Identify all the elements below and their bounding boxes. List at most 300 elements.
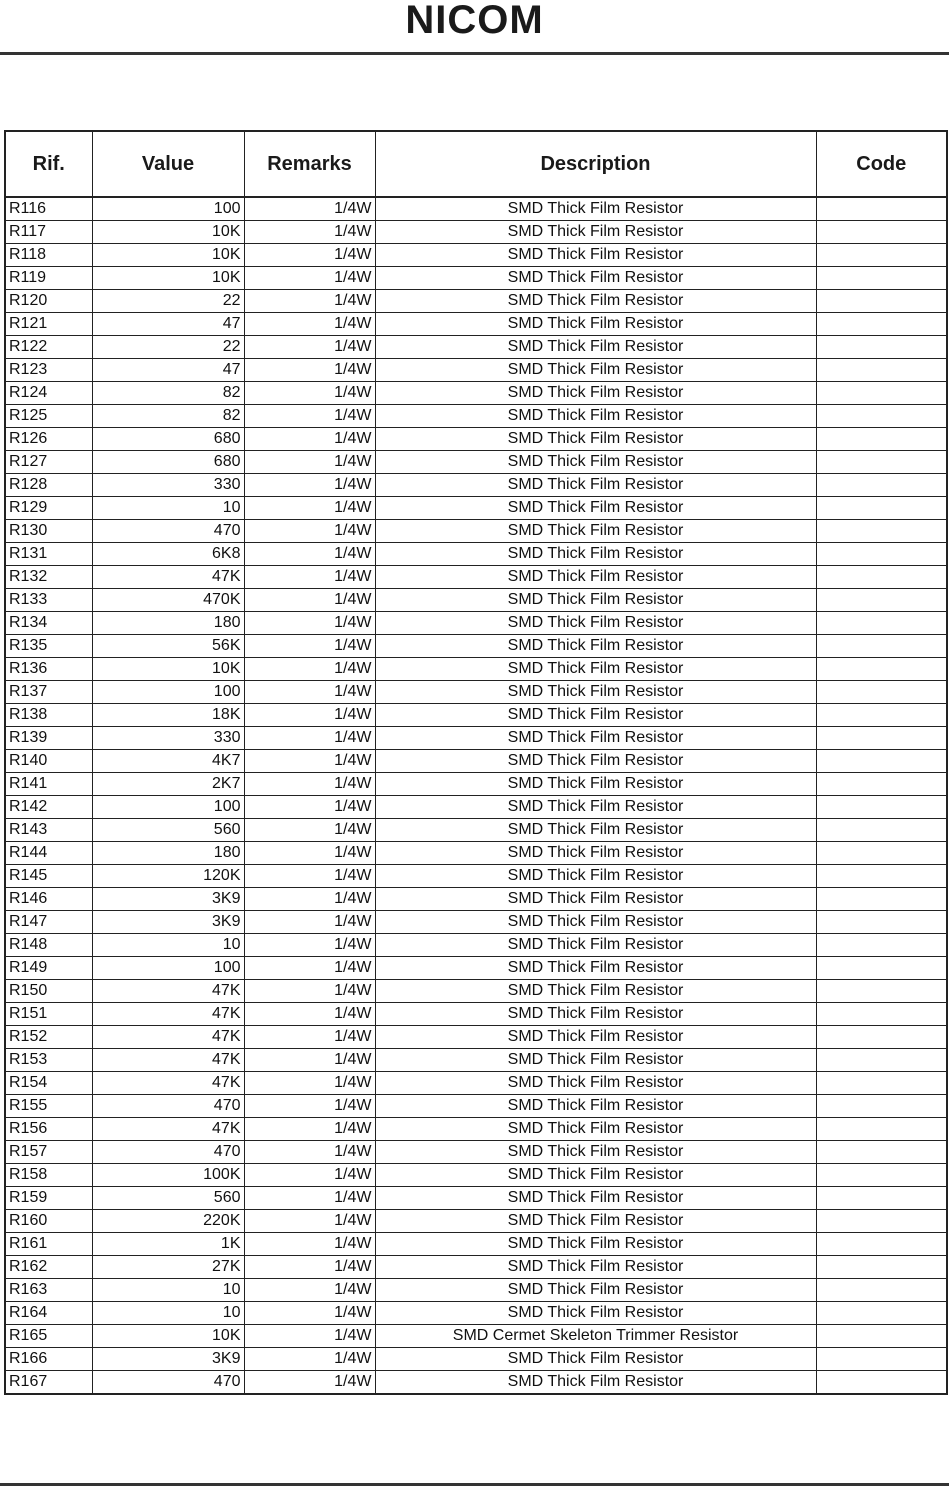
cell-code bbox=[816, 405, 947, 428]
cell-code bbox=[816, 934, 947, 957]
cell-remarks: 1/4W bbox=[244, 1164, 375, 1187]
brand-logo: NICOM bbox=[405, 0, 544, 42]
table-row bbox=[5, 1210, 947, 1233]
table-row bbox=[5, 313, 947, 336]
cell-value: 470 bbox=[92, 1371, 244, 1395]
table-row bbox=[5, 1164, 947, 1187]
cell-remarks: 1/4W bbox=[244, 1325, 375, 1348]
cell-value: 2K7 bbox=[92, 773, 244, 796]
cell-code bbox=[816, 290, 947, 313]
cell-code bbox=[816, 681, 947, 704]
cell-value: 10K bbox=[92, 244, 244, 267]
cell-remarks: 1/4W bbox=[244, 1187, 375, 1210]
cell-description: SMD Thick Film Resistor bbox=[375, 405, 816, 428]
cell-rif: R129 bbox=[5, 497, 92, 520]
cell-description: SMD Thick Film Resistor bbox=[375, 197, 816, 221]
cell-description: SMD Thick Film Resistor bbox=[375, 1187, 816, 1210]
cell-code bbox=[816, 313, 947, 336]
cell-value: 47K bbox=[92, 980, 244, 1003]
cell-remarks: 1/4W bbox=[244, 1210, 375, 1233]
cell-code bbox=[816, 727, 947, 750]
cell-value: 10K bbox=[92, 267, 244, 290]
cell-value: 100 bbox=[92, 796, 244, 819]
table-body bbox=[5, 197, 947, 1394]
cell-description: SMD Thick Film Resistor bbox=[375, 520, 816, 543]
table-row bbox=[5, 451, 947, 474]
cell-remarks: 1/4W bbox=[244, 566, 375, 589]
table-row bbox=[5, 267, 947, 290]
cell-remarks: 1/4W bbox=[244, 1302, 375, 1325]
cell-code bbox=[816, 244, 947, 267]
cell-description: SMD Thick Film Resistor bbox=[375, 1049, 816, 1072]
cell-value: 470K bbox=[92, 589, 244, 612]
cell-rif: R142 bbox=[5, 796, 92, 819]
cell-value: 47K bbox=[92, 566, 244, 589]
table-row bbox=[5, 888, 947, 911]
cell-value: 680 bbox=[92, 428, 244, 451]
cell-remarks: 1/4W bbox=[244, 428, 375, 451]
cell-value: 100 bbox=[92, 681, 244, 704]
cell-code bbox=[816, 1256, 947, 1279]
table-row bbox=[5, 244, 947, 267]
cell-rif: R156 bbox=[5, 1118, 92, 1141]
cell-remarks: 1/4W bbox=[244, 382, 375, 405]
cell-description: SMD Thick Film Resistor bbox=[375, 244, 816, 267]
cell-code bbox=[816, 566, 947, 589]
cell-remarks: 1/4W bbox=[244, 267, 375, 290]
cell-description: SMD Thick Film Resistor bbox=[375, 1233, 816, 1256]
cell-rif: R146 bbox=[5, 888, 92, 911]
cell-remarks: 1/4W bbox=[244, 497, 375, 520]
cell-value: 180 bbox=[92, 612, 244, 635]
cell-value: 220K bbox=[92, 1210, 244, 1233]
cell-value: 10K bbox=[92, 1325, 244, 1348]
table-row bbox=[5, 1049, 947, 1072]
table-row bbox=[5, 1371, 947, 1395]
cell-description: SMD Thick Film Resistor bbox=[375, 704, 816, 727]
table-row bbox=[5, 911, 947, 934]
cell-rif: R138 bbox=[5, 704, 92, 727]
table-row bbox=[5, 428, 947, 451]
cell-code bbox=[816, 773, 947, 796]
cell-description: SMD Thick Film Resistor bbox=[375, 497, 816, 520]
cell-code bbox=[816, 819, 947, 842]
cell-remarks: 1/4W bbox=[244, 1233, 375, 1256]
cell-rif: R149 bbox=[5, 957, 92, 980]
cell-rif: R131 bbox=[5, 543, 92, 566]
cell-value: 560 bbox=[92, 819, 244, 842]
cell-description: SMD Thick Film Resistor bbox=[375, 888, 816, 911]
cell-value: 100 bbox=[92, 197, 244, 221]
cell-description: SMD Thick Film Resistor bbox=[375, 1256, 816, 1279]
cell-remarks: 1/4W bbox=[244, 842, 375, 865]
cell-value: 47K bbox=[92, 1118, 244, 1141]
cell-remarks: 1/4W bbox=[244, 704, 375, 727]
cell-rif: R132 bbox=[5, 566, 92, 589]
cell-value: 3K9 bbox=[92, 911, 244, 934]
cell-value: 10 bbox=[92, 934, 244, 957]
cell-value: 27K bbox=[92, 1256, 244, 1279]
cell-value: 100K bbox=[92, 1164, 244, 1187]
cell-value: 18K bbox=[92, 704, 244, 727]
cell-rif: R150 bbox=[5, 980, 92, 1003]
cell-description: SMD Thick Film Resistor bbox=[375, 1302, 816, 1325]
column-header-description: Description bbox=[375, 131, 816, 197]
cell-description: SMD Thick Film Resistor bbox=[375, 681, 816, 704]
table-row bbox=[5, 612, 947, 635]
table-row bbox=[5, 842, 947, 865]
table-row bbox=[5, 382, 947, 405]
cell-rif: R159 bbox=[5, 1187, 92, 1210]
cell-remarks: 1/4W bbox=[244, 1348, 375, 1371]
cell-value: 47K bbox=[92, 1003, 244, 1026]
table-row bbox=[5, 796, 947, 819]
cell-rif: R165 bbox=[5, 1325, 92, 1348]
cell-remarks: 1/4W bbox=[244, 819, 375, 842]
table-row bbox=[5, 197, 947, 221]
cell-value: 47K bbox=[92, 1072, 244, 1095]
cell-rif: R133 bbox=[5, 589, 92, 612]
cell-value: 560 bbox=[92, 1187, 244, 1210]
cell-remarks: 1/4W bbox=[244, 1049, 375, 1072]
cell-description: SMD Thick Film Resistor bbox=[375, 727, 816, 750]
cell-rif: R119 bbox=[5, 267, 92, 290]
cell-rif: R130 bbox=[5, 520, 92, 543]
cell-description: SMD Thick Film Resistor bbox=[375, 1072, 816, 1095]
table-header-row bbox=[5, 131, 947, 197]
cell-description: SMD Thick Film Resistor bbox=[375, 336, 816, 359]
cell-remarks: 1/4W bbox=[244, 221, 375, 244]
cell-value: 47 bbox=[92, 313, 244, 336]
column-header-remarks: Remarks bbox=[244, 131, 375, 197]
cell-description: SMD Thick Film Resistor bbox=[375, 428, 816, 451]
header-divider bbox=[0, 52, 949, 55]
cell-rif: R153 bbox=[5, 1049, 92, 1072]
table-row bbox=[5, 566, 947, 589]
cell-value: 47 bbox=[92, 359, 244, 382]
cell-rif: R125 bbox=[5, 405, 92, 428]
cell-value: 1K bbox=[92, 1233, 244, 1256]
cell-rif: R126 bbox=[5, 428, 92, 451]
cell-remarks: 1/4W bbox=[244, 1279, 375, 1302]
table-row bbox=[5, 934, 947, 957]
cell-description: SMD Thick Film Resistor bbox=[375, 750, 816, 773]
cell-code bbox=[816, 221, 947, 244]
cell-remarks: 1/4W bbox=[244, 451, 375, 474]
cell-code bbox=[816, 1118, 947, 1141]
table-row bbox=[5, 474, 947, 497]
table-row bbox=[5, 359, 947, 382]
cell-value: 82 bbox=[92, 382, 244, 405]
table-row bbox=[5, 1325, 947, 1348]
cell-description: SMD Thick Film Resistor bbox=[375, 313, 816, 336]
cell-rif: R124 bbox=[5, 382, 92, 405]
table-row bbox=[5, 221, 947, 244]
table-row bbox=[5, 819, 947, 842]
cell-code bbox=[816, 796, 947, 819]
cell-rif: R121 bbox=[5, 313, 92, 336]
cell-code bbox=[816, 888, 947, 911]
cell-remarks: 1/4W bbox=[244, 1371, 375, 1395]
cell-description: SMD Thick Film Resistor bbox=[375, 934, 816, 957]
cell-description: SMD Thick Film Resistor bbox=[375, 1348, 816, 1371]
cell-description: SMD Thick Film Resistor bbox=[375, 773, 816, 796]
cell-remarks: 1/4W bbox=[244, 681, 375, 704]
cell-code bbox=[816, 474, 947, 497]
cell-rif: R128 bbox=[5, 474, 92, 497]
cell-code bbox=[816, 911, 947, 934]
cell-code bbox=[816, 658, 947, 681]
cell-rif: R158 bbox=[5, 1164, 92, 1187]
table-row bbox=[5, 773, 947, 796]
cell-remarks: 1/4W bbox=[244, 658, 375, 681]
cell-remarks: 1/4W bbox=[244, 1118, 375, 1141]
cell-code bbox=[816, 1187, 947, 1210]
column-header-rif: Rif. bbox=[5, 131, 92, 197]
cell-description: SMD Thick Film Resistor bbox=[375, 1118, 816, 1141]
cell-remarks: 1/4W bbox=[244, 290, 375, 313]
table-row bbox=[5, 543, 947, 566]
cell-rif: R139 bbox=[5, 727, 92, 750]
table-row bbox=[5, 1279, 947, 1302]
cell-description: SMD Thick Film Resistor bbox=[375, 566, 816, 589]
cell-rif: R154 bbox=[5, 1072, 92, 1095]
table-row bbox=[5, 1118, 947, 1141]
cell-code bbox=[816, 589, 947, 612]
cell-code bbox=[816, 842, 947, 865]
cell-description: SMD Thick Film Resistor bbox=[375, 635, 816, 658]
cell-code bbox=[816, 1026, 947, 1049]
table-row bbox=[5, 1302, 947, 1325]
cell-value: 6K8 bbox=[92, 543, 244, 566]
cell-code bbox=[816, 520, 947, 543]
cell-remarks: 1/4W bbox=[244, 934, 375, 957]
cell-remarks: 1/4W bbox=[244, 1141, 375, 1164]
footer-divider bbox=[0, 1483, 949, 1486]
cell-value: 4K7 bbox=[92, 750, 244, 773]
cell-rif: R122 bbox=[5, 336, 92, 359]
cell-rif: R127 bbox=[5, 451, 92, 474]
cell-remarks: 1/4W bbox=[244, 957, 375, 980]
cell-value: 3K9 bbox=[92, 888, 244, 911]
table-row bbox=[5, 1141, 947, 1164]
cell-remarks: 1/4W bbox=[244, 313, 375, 336]
cell-value: 3K9 bbox=[92, 1348, 244, 1371]
cell-rif: R164 bbox=[5, 1302, 92, 1325]
cell-description: SMD Thick Film Resistor bbox=[375, 819, 816, 842]
cell-remarks: 1/4W bbox=[244, 589, 375, 612]
table-row bbox=[5, 704, 947, 727]
cell-remarks: 1/4W bbox=[244, 474, 375, 497]
cell-description: SMD Thick Film Resistor bbox=[375, 290, 816, 313]
cell-description: SMD Thick Film Resistor bbox=[375, 359, 816, 382]
cell-description: SMD Thick Film Resistor bbox=[375, 267, 816, 290]
cell-code bbox=[816, 359, 947, 382]
cell-code bbox=[816, 497, 947, 520]
cell-rif: R167 bbox=[5, 1371, 92, 1395]
cell-remarks: 1/4W bbox=[244, 197, 375, 221]
cell-remarks: 1/4W bbox=[244, 911, 375, 934]
cell-code bbox=[816, 428, 947, 451]
cell-remarks: 1/4W bbox=[244, 359, 375, 382]
cell-remarks: 1/4W bbox=[244, 612, 375, 635]
cell-value: 470 bbox=[92, 520, 244, 543]
cell-code bbox=[816, 865, 947, 888]
cell-code bbox=[816, 612, 947, 635]
cell-rif: R151 bbox=[5, 1003, 92, 1026]
cell-rif: R144 bbox=[5, 842, 92, 865]
cell-remarks: 1/4W bbox=[244, 865, 375, 888]
cell-remarks: 1/4W bbox=[244, 888, 375, 911]
cell-rif: R137 bbox=[5, 681, 92, 704]
cell-description: SMD Thick Film Resistor bbox=[375, 865, 816, 888]
cell-code bbox=[816, 1003, 947, 1026]
cell-code bbox=[816, 1072, 947, 1095]
cell-description: SMD Thick Film Resistor bbox=[375, 842, 816, 865]
cell-remarks: 1/4W bbox=[244, 1095, 375, 1118]
cell-description: SMD Cermet Skeleton Trimmer Resistor bbox=[375, 1325, 816, 1348]
cell-remarks: 1/4W bbox=[244, 773, 375, 796]
table-row bbox=[5, 681, 947, 704]
cell-code bbox=[816, 1095, 947, 1118]
cell-code bbox=[816, 1233, 947, 1256]
cell-remarks: 1/4W bbox=[244, 727, 375, 750]
cell-description: SMD Thick Film Resistor bbox=[375, 957, 816, 980]
cell-code bbox=[816, 267, 947, 290]
cell-rif: R140 bbox=[5, 750, 92, 773]
cell-description: SMD Thick Film Resistor bbox=[375, 543, 816, 566]
table-row bbox=[5, 336, 947, 359]
cell-description: SMD Thick Film Resistor bbox=[375, 1026, 816, 1049]
table-row bbox=[5, 1233, 947, 1256]
cell-rif: R120 bbox=[5, 290, 92, 313]
cell-description: SMD Thick Film Resistor bbox=[375, 221, 816, 244]
cell-value: 330 bbox=[92, 474, 244, 497]
cell-description: SMD Thick Film Resistor bbox=[375, 1164, 816, 1187]
cell-remarks: 1/4W bbox=[244, 750, 375, 773]
table-row bbox=[5, 520, 947, 543]
cell-remarks: 1/4W bbox=[244, 336, 375, 359]
cell-remarks: 1/4W bbox=[244, 543, 375, 566]
table-row bbox=[5, 658, 947, 681]
cell-rif: R141 bbox=[5, 773, 92, 796]
cell-description: SMD Thick Film Resistor bbox=[375, 911, 816, 934]
cell-code bbox=[816, 543, 947, 566]
cell-description: SMD Thick Film Resistor bbox=[375, 1141, 816, 1164]
table-row bbox=[5, 405, 947, 428]
cell-value: 56K bbox=[92, 635, 244, 658]
cell-code bbox=[816, 197, 947, 221]
cell-code bbox=[816, 382, 947, 405]
cell-rif: R143 bbox=[5, 819, 92, 842]
cell-code bbox=[816, 1141, 947, 1164]
cell-rif: R148 bbox=[5, 934, 92, 957]
cell-code bbox=[816, 750, 947, 773]
cell-remarks: 1/4W bbox=[244, 635, 375, 658]
table-row bbox=[5, 727, 947, 750]
column-header-value: Value bbox=[92, 131, 244, 197]
table-row bbox=[5, 290, 947, 313]
cell-value: 10 bbox=[92, 1302, 244, 1325]
cell-remarks: 1/4W bbox=[244, 520, 375, 543]
cell-code bbox=[816, 1348, 947, 1371]
cell-rif: R117 bbox=[5, 221, 92, 244]
cell-value: 680 bbox=[92, 451, 244, 474]
cell-value: 47K bbox=[92, 1026, 244, 1049]
table-row bbox=[5, 980, 947, 1003]
table-row bbox=[5, 1003, 947, 1026]
table-row bbox=[5, 957, 947, 980]
cell-rif: R160 bbox=[5, 1210, 92, 1233]
cell-value: 10K bbox=[92, 221, 244, 244]
table-row bbox=[5, 750, 947, 773]
cell-value: 10 bbox=[92, 497, 244, 520]
cell-rif: R163 bbox=[5, 1279, 92, 1302]
cell-description: SMD Thick Film Resistor bbox=[375, 474, 816, 497]
table-row bbox=[5, 1095, 947, 1118]
cell-value: 47K bbox=[92, 1049, 244, 1072]
cell-rif: R161 bbox=[5, 1233, 92, 1256]
cell-code bbox=[816, 980, 947, 1003]
cell-value: 470 bbox=[92, 1095, 244, 1118]
table-row bbox=[5, 635, 947, 658]
cell-value: 180 bbox=[92, 842, 244, 865]
cell-remarks: 1/4W bbox=[244, 1256, 375, 1279]
cell-remarks: 1/4W bbox=[244, 244, 375, 267]
cell-code bbox=[816, 1279, 947, 1302]
cell-value: 22 bbox=[92, 290, 244, 313]
table-row bbox=[5, 865, 947, 888]
cell-value: 22 bbox=[92, 336, 244, 359]
cell-value: 470 bbox=[92, 1141, 244, 1164]
cell-rif: R145 bbox=[5, 865, 92, 888]
cell-description: SMD Thick Film Resistor bbox=[375, 612, 816, 635]
cell-value: 100 bbox=[92, 957, 244, 980]
cell-description: SMD Thick Film Resistor bbox=[375, 589, 816, 612]
cell-remarks: 1/4W bbox=[244, 405, 375, 428]
cell-code bbox=[816, 1325, 947, 1348]
cell-code bbox=[816, 1302, 947, 1325]
cell-remarks: 1/4W bbox=[244, 796, 375, 819]
cell-rif: R166 bbox=[5, 1348, 92, 1371]
cell-remarks: 1/4W bbox=[244, 980, 375, 1003]
table-row bbox=[5, 1026, 947, 1049]
cell-description: SMD Thick Film Resistor bbox=[375, 382, 816, 405]
cell-code bbox=[816, 704, 947, 727]
cell-description: SMD Thick Film Resistor bbox=[375, 1371, 816, 1395]
cell-value: 10K bbox=[92, 658, 244, 681]
cell-rif: R136 bbox=[5, 658, 92, 681]
cell-code bbox=[816, 1371, 947, 1395]
cell-description: SMD Thick Film Resistor bbox=[375, 1210, 816, 1233]
cell-rif: R116 bbox=[5, 197, 92, 221]
table-row bbox=[5, 1348, 947, 1371]
cell-value: 10 bbox=[92, 1279, 244, 1302]
table-row bbox=[5, 1072, 947, 1095]
cell-value: 120K bbox=[92, 865, 244, 888]
cell-rif: R118 bbox=[5, 244, 92, 267]
cell-code bbox=[816, 635, 947, 658]
cell-description: SMD Thick Film Resistor bbox=[375, 1279, 816, 1302]
parts-table bbox=[4, 130, 948, 1395]
cell-value: 82 bbox=[92, 405, 244, 428]
cell-remarks: 1/4W bbox=[244, 1026, 375, 1049]
cell-code bbox=[816, 1210, 947, 1233]
cell-description: SMD Thick Film Resistor bbox=[375, 1095, 816, 1118]
cell-description: SMD Thick Film Resistor bbox=[375, 658, 816, 681]
cell-description: SMD Thick Film Resistor bbox=[375, 980, 816, 1003]
cell-rif: R134 bbox=[5, 612, 92, 635]
